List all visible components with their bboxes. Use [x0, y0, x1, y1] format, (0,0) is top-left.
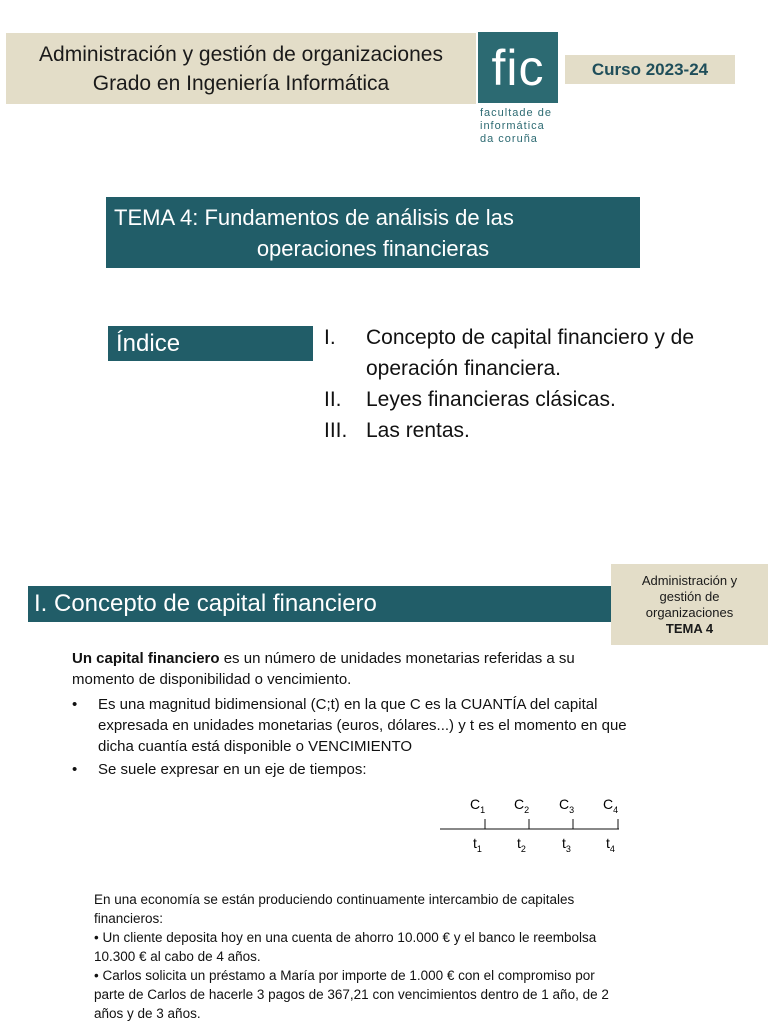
definition-term: Un capital financiero — [72, 650, 220, 667]
side-tag-line: gestión de — [659, 588, 720, 604]
course-title: Administración y gestión de organizaciones — [39, 42, 443, 66]
list-item — [72, 759, 632, 780]
time-axis-diagram — [430, 790, 630, 860]
bullet-icon: • — [72, 696, 78, 713]
side-tag-topic: TEMA 4 — [665, 620, 714, 636]
logo-subtitle — [480, 107, 570, 146]
capital-label: $C_4$ — [603, 796, 619, 815]
logo-sub-line: informática — [480, 120, 545, 132]
course-year-badge: Curso 2023-24 — [565, 55, 735, 84]
time-label: $t_3$ — [562, 835, 571, 854]
fic-logo — [478, 32, 558, 103]
index-label: Índice — [108, 326, 313, 361]
logo-text: fic — [491, 39, 545, 96]
toc-text: Las rentas. — [366, 419, 470, 442]
toc-item — [324, 384, 744, 415]
examples-intro: En una economía se están produciendo continuamente intercambio de capitales financieros: — [94, 892, 575, 926]
toc-item — [324, 322, 744, 384]
time-label: $t_4$ — [606, 835, 615, 854]
capital-label: $C_1$ — [470, 796, 486, 815]
time-label: $t_1$ — [473, 835, 482, 854]
degree-title: Grado en Ingeniería Informática — [92, 71, 390, 95]
time-label: $t_2$ — [517, 835, 526, 854]
capital-label: $C_2$ — [514, 796, 530, 815]
side-tag-line: organizaciones — [645, 604, 734, 620]
example-item: • Carlos solicita un préstamo a María por importe de 1.000 € con el compromiso por parte de Carlos de hacerle 3 pagos de 367,21 con vencimientos dentro de 1 año, de 2 años y de 3 años. — [94, 968, 609, 1021]
bullet-text: Es una magnitud bidimensional (C;t) en la que C es la CUANTÍA del capital expresada en unidades monetarias (euros, dólares...) y t es el momento en que dicha cuantía está disponible o VENCIMIENTO — [98, 696, 627, 755]
side-course-tag — [611, 564, 768, 645]
bullet-icon: • — [72, 761, 78, 778]
toc-number: I. — [324, 326, 336, 349]
toc-item — [324, 415, 744, 446]
logo-sub-line: facultade de — [480, 107, 552, 119]
definition-text: es un número de unidades monetarias referidas a su momento de disponibilidad o vencimiento. — [72, 650, 575, 688]
toc-number: III. — [324, 419, 348, 442]
topic-title-line: TEMA 4: Fundamentos de análisis de las — [114, 204, 514, 230]
table-of-contents — [324, 322, 744, 446]
section-title: I. Concepto de capital financiero — [28, 586, 612, 622]
topic-title-box — [106, 197, 640, 268]
topic-title-line: operaciones financieras — [256, 235, 490, 261]
bullet-text: Se suele expresar en un eje de tiempos: — [98, 761, 367, 778]
toc-number: II. — [324, 388, 342, 411]
logo-sub-line: da coruña — [480, 133, 538, 145]
toc-text: Concepto de capital financiero y de operación financiera. — [366, 326, 695, 380]
examples-paragraph — [94, 890, 614, 1023]
course-header — [6, 33, 476, 104]
definition-paragraph — [72, 648, 632, 690]
side-tag-line: Administración y — [641, 572, 738, 588]
capital-label: $C_3$ — [559, 796, 575, 815]
toc-text: Leyes financieras clásicas. — [366, 388, 616, 411]
bullet-list — [72, 694, 632, 782]
list-item — [72, 694, 632, 757]
example-item: • Un cliente deposita hoy en una cuenta de ahorro 10.000 € y el banco le reembolsa 10.300 € al cabo de 4 años. — [94, 930, 597, 964]
